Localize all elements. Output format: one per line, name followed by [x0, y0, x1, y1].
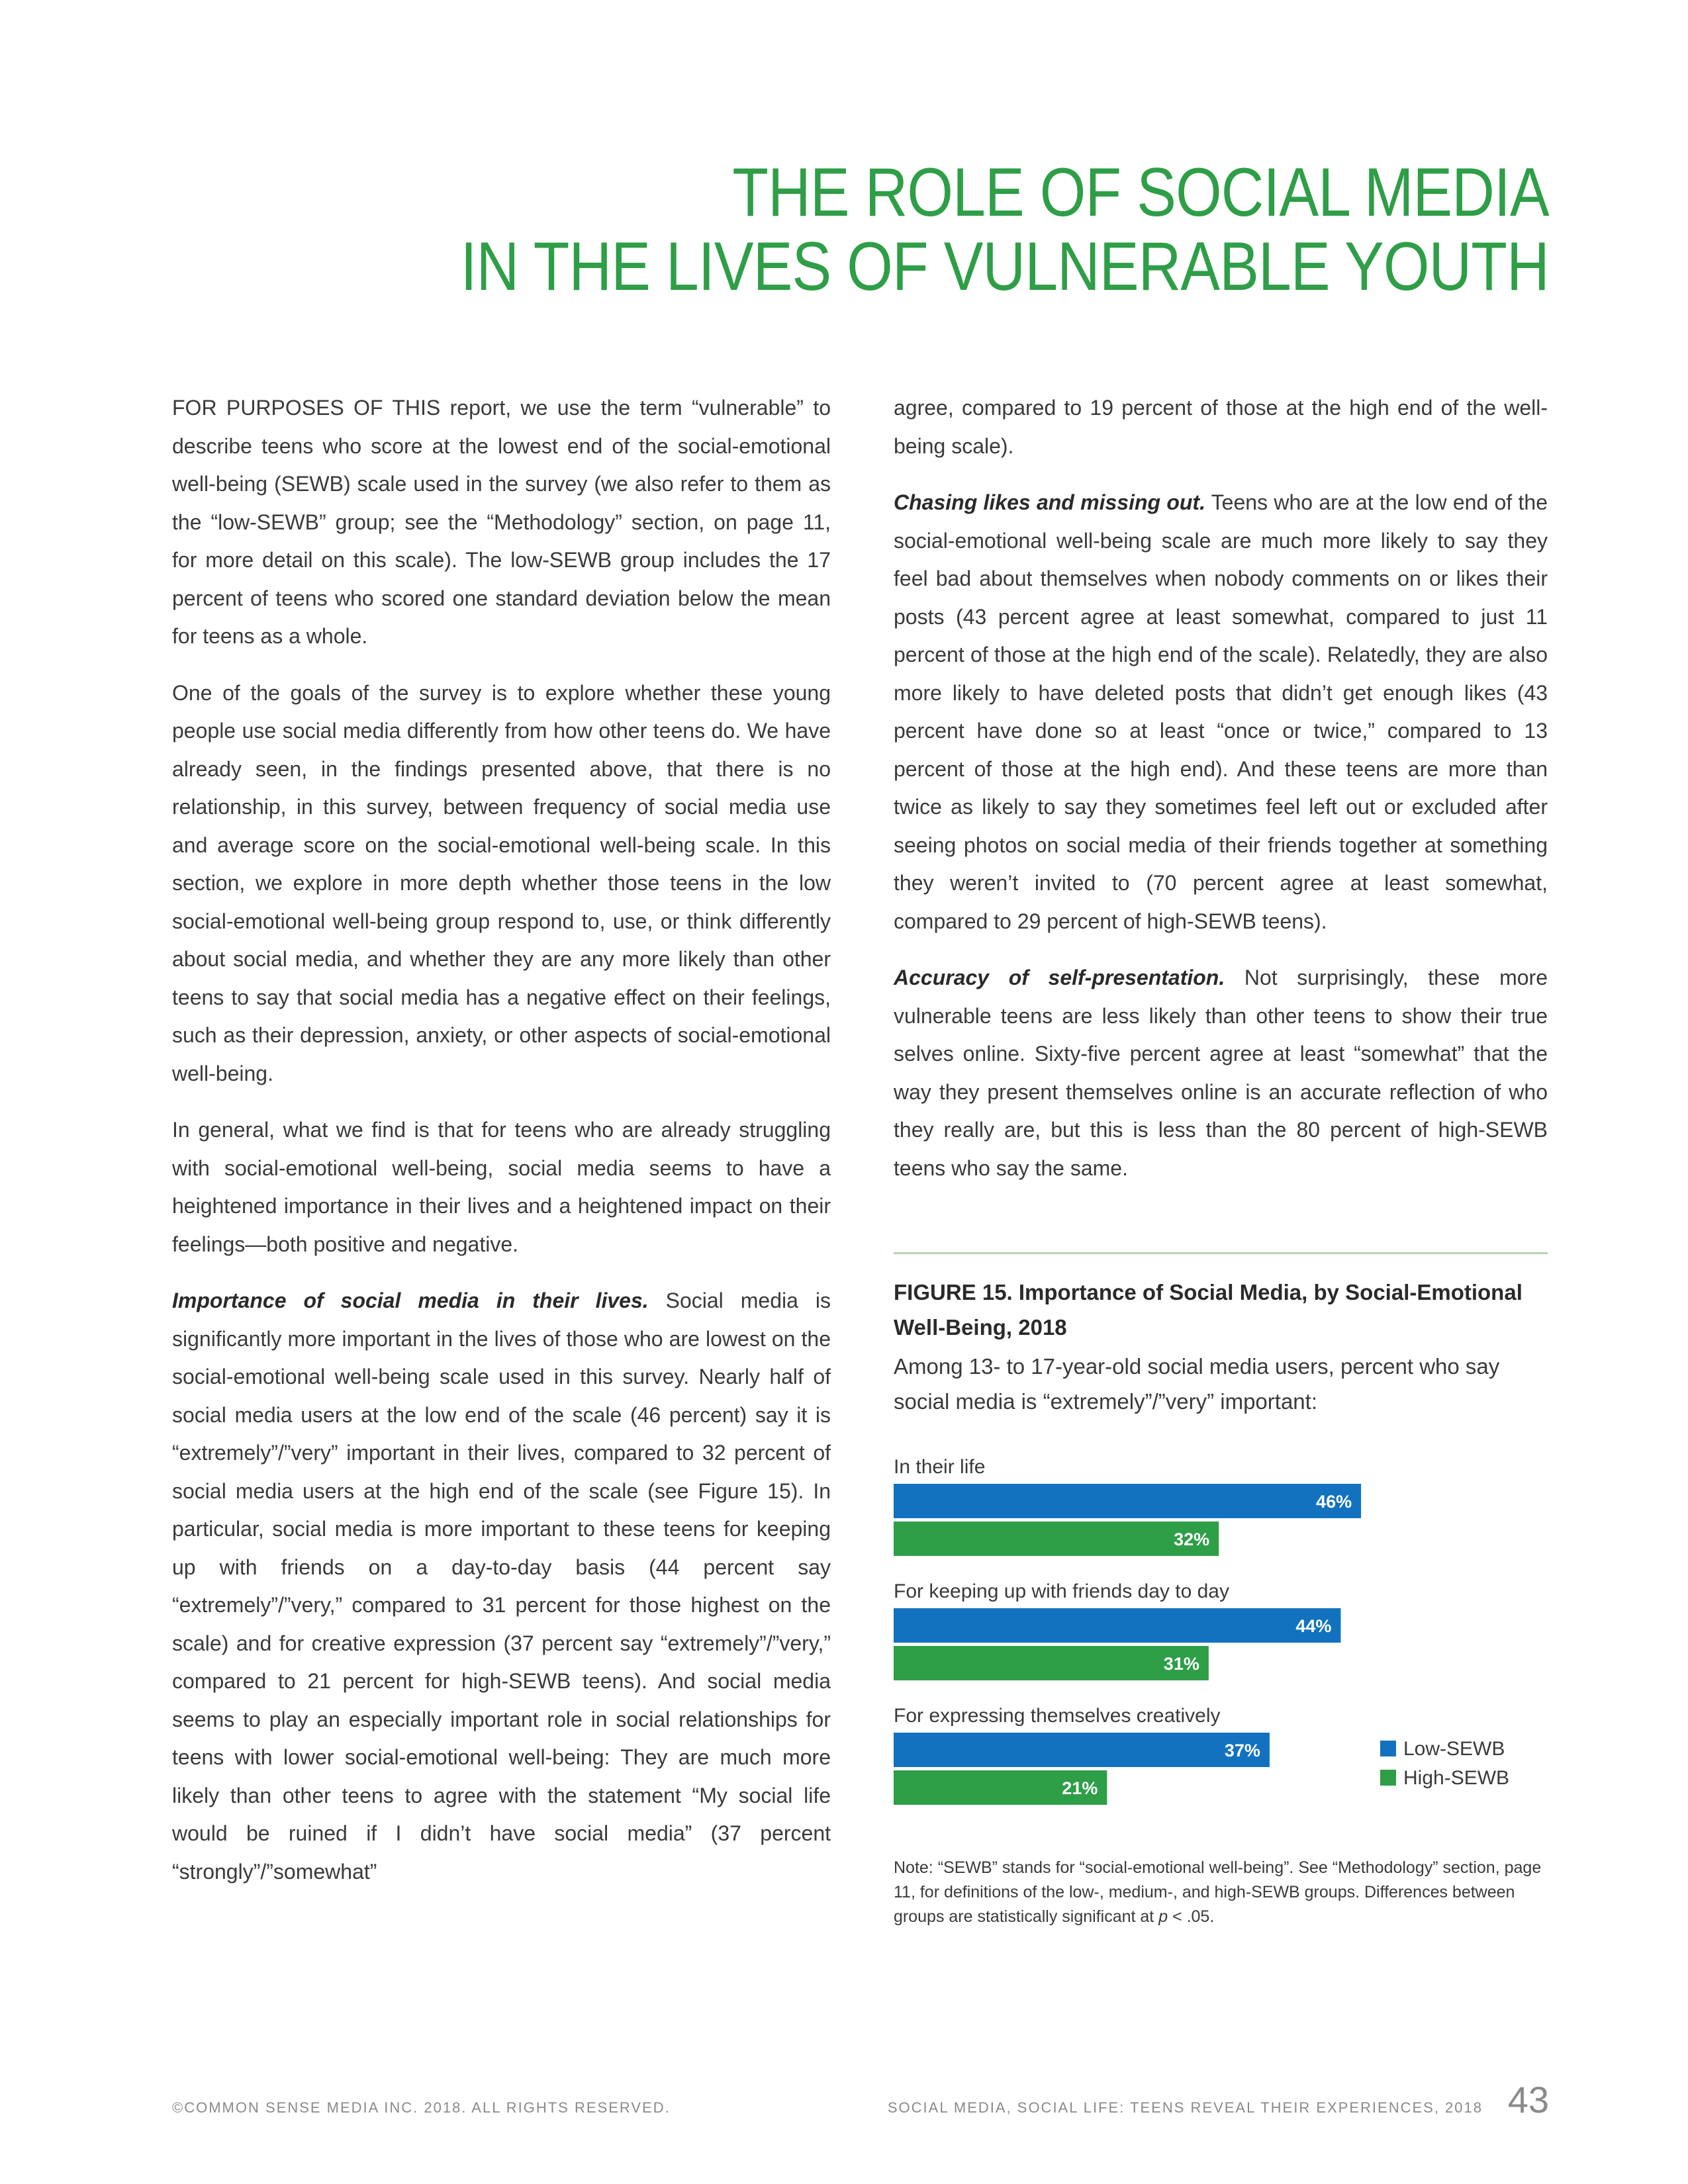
bar-value-label: 21% [1062, 1778, 1098, 1798]
page-title-line-1: THE ROLE OF SOCIAL MEDIA [732, 154, 1549, 231]
figure-title: FIGURE 15. Importance of Social Media, by Social-Emotional Well-Being, 2018 [894, 1280, 1523, 1340]
bar-chart [894, 1443, 1556, 1813]
left-column [172, 389, 831, 1909]
legend-swatch [1380, 1770, 1396, 1786]
page-title [461, 156, 1549, 304]
category-label: In their life [894, 1456, 986, 1478]
paragraph-body: Not surprisingly, these more vulnerable teens are less likely than other teens to show their true selves online. Sixty-five percent agree at least “somewhat” that the way they present themselves online is an accurate reflection of who they really are, but this is less than the 80 percent of high-SEWB teens who say the same. [894, 966, 1548, 1180]
paragraph [172, 1282, 831, 1891]
footer-report-title: SOCIAL MEDIA, SOCIAL LIFE: TEENS REVEAL THEIR EXPERIENCES, 2018 [887, 2099, 1483, 2116]
paragraph: FOR PURPOSES OF THIS report, we use the term “vulnerable” to describe teens who score at the lowest end of the social-emotional well-being (SEWB) scale used in the survey (we also refer to them as the “low-SEWB” group; see the “Methodology” section, on page 11, for more detail on this scale). The low-SEWB group includes the 17 percent of teens who scored one standard deviation below the mean for teens as a whole. [172, 396, 831, 648]
figure-note-end: < .05. [1168, 1907, 1215, 1926]
legend-swatch [1380, 1741, 1396, 1756]
figure-divider [894, 1252, 1548, 1254]
bar-low-sewb [894, 1484, 1361, 1518]
legend-label: High-SEWB [1403, 1767, 1510, 1789]
category-label: For keeping up with friends day to day [894, 1580, 1229, 1602]
bar-value-label: 44% [1295, 1616, 1332, 1636]
figure-note [894, 1856, 1548, 1929]
bar-value-label: 31% [1163, 1654, 1199, 1674]
paragraph-lead: Chasing likes and missing out. [894, 490, 1205, 514]
bar-low-sewb [894, 1608, 1340, 1643]
bar-low-sewb [894, 1733, 1270, 1767]
paragraph-body: Social media is significantly more important in the lives of those who are lowest on the social-emotional well-being scale used in this survey. Nearly half of social media users at the low end of the scale (46 percent) say it is “extremely”/”very” important in their lives, compared to 32 percent of social media users at the high end of the scale (see Figure 15). In particular, social media is more important to these teens for keeping up with friends on a day-to-day basis (44 percent say “extremely”/”very,” compared to 31 percent for those highest on the scale) and for creative expression (37 percent say “extremely”/”very,” compared to 21 percent for high-SEWB teens). And social media seems to play an especially important role in social relationships for teens with lower social-emotional well-being: They are much more likely than other teens to agree with the statement “My social life would be ruined if I didn’t have social media” (37 percent “strongly”/”somewhat” [172, 1289, 831, 1884]
figure-note-text: Note: “SEWB” stands for “social-emotional well-being”. See “Methodology” section, page 11, for definitions of the low-, medium-, and high-SEWB groups. Differences between groups are statistically significant at [894, 1858, 1542, 1926]
paragraph [894, 484, 1548, 940]
legend-label: Low-SEWB [1403, 1738, 1505, 1760]
paragraph-body: Teens who are at the low end of the social-emotional well-being scale are much more likely to say they feel bad about themselves when nobody comments on or likes their posts (43 percent agree at least somewhat, compared to just 11 percent of those at the high end of the scale). Relatedly, they are also more likely to have deleted posts that didn’t get enough likes (43 percent have done so at least “once or twice,” compared to 13 percent of those at the high end). And these teens are more than twice as likely to say they sometimes feel left out or excluded after seeing photos on social media of their friends together at something they weren’t invited to (70 percent agree at least somewhat, compared to 29 percent of high-SEWB teens). [894, 490, 1548, 933]
paragraph-lead: Importance of social media in their lives. [172, 1289, 649, 1312]
bar-high-sewb [894, 1522, 1219, 1556]
footer-copyright: ©COMMON SENSE MEDIA INC. 2018. ALL RIGHTS RESERVED. [172, 2099, 671, 2116]
paragraph-lead: Accuracy of self-presentation. [894, 966, 1225, 989]
bar-value-label: 32% [1174, 1529, 1210, 1549]
paragraph: agree, compared to 19 percent of those at the high end of the well-being scale). [894, 396, 1548, 458]
paragraph: One of the goals of the survey is to explore whether these young people use social media differently from how other teens do. We have already seen, in the findings presented above, that there is no relationship, in this survey, between frequency of social media use and average score on the social-emotional well-being scale. In this section, we explore in more depth whether those teens in the low social-emotional well-being group respond to, use, or think differently about social media, and whether they are any more likely than other teens to say that social media has a negative effect on their feelings, such as their depression, anxiety, or other aspects of social-emotional well-being. [172, 680, 831, 1085]
paragraph [894, 959, 1548, 1187]
right-column [894, 389, 1548, 1206]
bar-high-sewb [894, 1646, 1209, 1680]
paragraph: In general, what we find is that for teens who are already struggling with social-emotional well-being, social media seems to have a heightened importance in their lives and a heightened impact on their feelings—both positive and negative. [172, 1118, 831, 1256]
figure-subtitle: Among 13- to 17-year-old social media users, percent who say social media is “extremely”/”very” important: [894, 1354, 1500, 1414]
bar-chart-svg [894, 1443, 1556, 1813]
page-number: 43 [1507, 2079, 1549, 2120]
category-label: For expressing themselves creatively [894, 1705, 1221, 1727]
bar-value-label: 37% [1224, 1741, 1260, 1760]
figure-note-p: p [1158, 1907, 1168, 1926]
bar-value-label: 46% [1316, 1492, 1352, 1512]
page-title-line-2: IN THE LIVES OF VULNERABLE YOUTH [460, 228, 1549, 305]
